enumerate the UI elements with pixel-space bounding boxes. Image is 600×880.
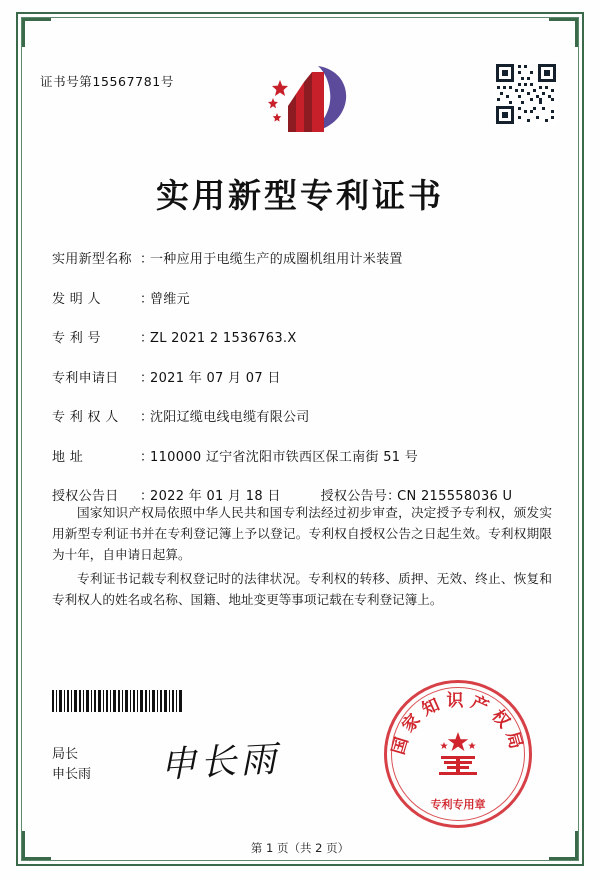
legal-text	[52, 502, 552, 613]
field-label-secondary: 授权公告号	[320, 489, 388, 504]
field-colon: ：	[140, 449, 154, 465]
field-value: 一种应用于电缆生产的成圈机组用计米装置	[150, 252, 403, 267]
qr-code-icon	[494, 62, 558, 126]
certificate-number: 证书号第15567781号	[40, 74, 174, 89]
director-name: 申长雨	[52, 767, 92, 782]
field-row	[52, 406, 562, 425]
field-value: 110000 辽宁省沈阳市铁西区保工南街 51 号	[150, 449, 419, 465]
field-value: ZL 2021 2 1536763.X	[150, 331, 297, 346]
field-colon: ：	[140, 489, 154, 504]
field-value: 2021 年 07 月 07 日	[150, 370, 281, 386]
corner-ornament-top-right	[549, 18, 578, 47]
field-row	[52, 248, 562, 267]
field-colon: ：	[140, 410, 154, 425]
field-label: 专 利 号	[52, 331, 101, 346]
field-label: 授权公告日	[52, 489, 119, 504]
field-value: 2022 年 01 月 18 日	[150, 489, 281, 504]
field-colon: ：	[140, 252, 154, 267]
field-row	[52, 288, 562, 307]
field-label: 地 址	[52, 449, 84, 465]
field-label: 实用新型名称	[52, 252, 132, 267]
field-colon: ：	[140, 331, 154, 346]
paragraph: 国家知识产权局依照中华人民共和国专利法经过初步审查，决定授予专利权，颁发实用新型专利证书并在专利登记簿上予以登记。专利权自授权公告之日起生效。专利权期限为十年，自申请日起算。	[52, 505, 552, 562]
field-label: 专 利 权 人	[52, 410, 119, 425]
page-title: 实用新型专利证书	[156, 176, 444, 215]
field-row	[52, 367, 562, 386]
signature-block	[52, 745, 91, 785]
field-colon: ：	[387, 489, 401, 504]
page-footer: 第 1 页（共 2 页）	[250, 841, 350, 855]
national-emblem-icon	[431, 728, 485, 780]
corner-ornament-top-left	[22, 18, 51, 47]
director-title-label: 局长	[52, 747, 79, 762]
seal-bottom-text: 专利专用章	[430, 798, 486, 811]
field-value: 曾维元	[150, 291, 190, 307]
field-value-secondary: CN 215558036 U	[397, 489, 513, 504]
field-list	[52, 248, 562, 525]
handwritten-signature: 申长雨	[159, 738, 282, 787]
field-label: 发 明 人	[52, 291, 101, 307]
cnipa-logo-icon	[260, 60, 360, 140]
field-row	[52, 446, 562, 465]
svg-text:国家知识产权局: 国家知识产权局	[388, 691, 528, 758]
field-colon: ：	[140, 370, 154, 386]
field-label: 专利申请日	[52, 370, 119, 386]
field-value: 沈阳辽缆电线电缆有限公司	[150, 410, 310, 425]
official-seal	[384, 680, 532, 828]
field-colon: ：	[140, 291, 154, 307]
field-row	[52, 327, 562, 346]
paragraph: 专利证书记载专利权登记时的法律状况。专利权的转移、质押、无效、终止、恢复和专利权人的姓名或名称、国籍、地址变更等事项记载在专利登记簿上。	[52, 571, 552, 607]
barcode	[52, 690, 184, 712]
